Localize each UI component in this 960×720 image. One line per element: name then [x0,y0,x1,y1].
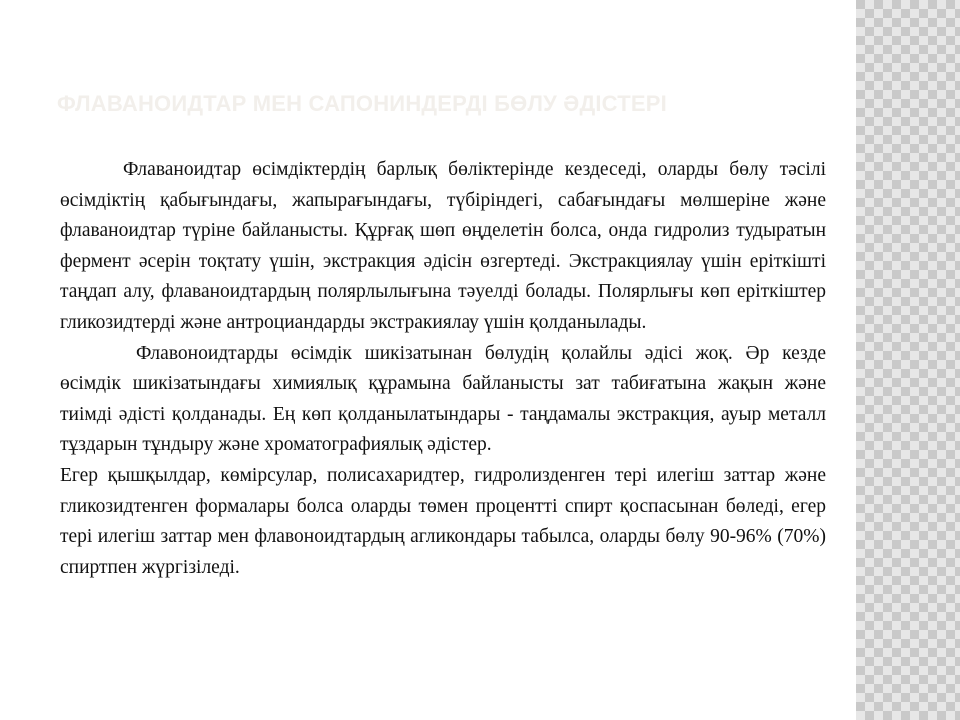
slide-title: ФЛАВАНОИДТАР МЕН САПОНИНДЕРДІ БӨЛУ ӘДІСТЕРІ [57,91,667,116]
paragraph-2: Флавоноидтарды өсімдік шикізатынан бөлудің қолайлы әдісі жоқ. Әр кезде өсімдік шикізатындағы химиялық құрамына байланысты зат табиғатына жақын және тиімді әдісті қолданады. Ең көп қолданылатындары - таңдамалы экстракция, ауыр металл тұздарын тұндыру және хроматографиялық әдістер. [60,342,826,456]
paragraph-3: Егер қышқылдар, көмірсулар, полисахаридтер, гидролизденген тері илегіш заттар және гликозидтенген формалары болса оларды төмен процентті спирт қоспасынан бөледі, егер тері илегіш заттар мен флавоноидтардың агликондары табылса, оларды бөлу 90-96% (70%) спиртпен жүргізіледі. [60,464,826,578]
slide-body [60,155,826,583]
paragraph-1: Флаваноидтар өсімдіктердің барлық бөліктерінде кездеседі, оларды бөлу тәсілі өсімдіктің қабығындағы, жапырағындағы, түбіріндегі, сабағындағы мөлшеріне және флаваноидтар түріне байланысты. Құрғақ шөп өңделетін болса, онда гидролиз тудыратын фермент әсерін тоқтату үшін, экстракция әдісін өзгертеді. Экстракциялау үшін еріткішті таңдап алу, флаваноидтардың полярлылығына тәуелді болады. Полярлығы көп еріткіштер гликозидтерді және антроциандарды экстракиялау үшін қолданылады. [60,159,826,333]
decorative-side-panel [856,0,960,720]
